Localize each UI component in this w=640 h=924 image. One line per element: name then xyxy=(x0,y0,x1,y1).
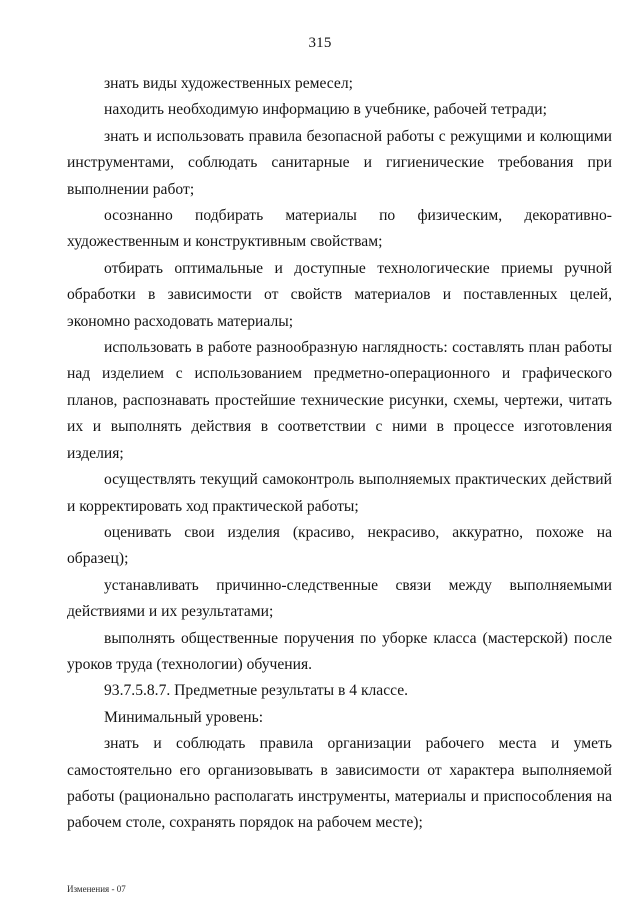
paragraph-safety-rules: знать и использовать правила безопасной работы с режущими и колющими инструментами, соблюдать санитарные и гигиенические требования при выполнении работ; xyxy=(67,127,612,198)
paragraph-evaluate: оценивать свои изделия (красиво, некрасиво, аккуратно, похоже на образец); xyxy=(67,523,612,568)
subsection-heading: Минимальный уровень: xyxy=(104,708,264,726)
paragraph-find-info: находить необходимую информацию в учебнике, рабочей тетради; xyxy=(104,101,547,119)
paragraph-techniques: отбирать оптимальные и доступные технологические приемы ручной обработки в зависимости от свойств материалов и поставленных целей, экономно расходовать материалы; xyxy=(67,259,612,330)
paragraph-select-materials: осознанно подбирать материалы по физическим, декоративно-художественным и конструктивным свойствам; xyxy=(67,207,612,251)
paragraph-public-duties: выполнять общественные поручения по уборке класса (мастерской) после уроков труда (технологии) обучения. xyxy=(67,629,612,673)
page-number: 315 xyxy=(308,35,332,51)
footer-revision: Изменения - 07 xyxy=(67,884,126,894)
paragraph-crafts: знать виды художественных ремесел; xyxy=(104,75,353,92)
paragraph-self-control: осуществлять текущий самоконтроль выполняемых практических действий и корректировать ход практической работы; xyxy=(67,471,612,515)
paragraph-cause-effect: устанавливать причинно-следственные связи между выполняемыми действиями и их результатами; xyxy=(67,576,612,621)
section-heading: 93.7.5.8.7. Предметные результаты в 4 классе. xyxy=(104,682,409,700)
paragraph-workplace: знать и соблюдать правила организации рабочего места и уметь самостоятельно его организовывать в зависимости от характера выполняемой работы (рационально располагать инструменты, материалы и приспособления на рабочем столе, сохранять порядок на рабочем месте); xyxy=(67,735,612,832)
document-body xyxy=(67,71,612,837)
paragraph-visual-aids: использовать в работе разнообразную наглядность: составлять план работы над изделием с использованием предметно-операционного и графического планов, распознавать простейшие технические рисунки, схемы, чертежи, читать их и выполнять действия в соответствии с ними в процессе изготовления изделия; xyxy=(67,339,612,462)
